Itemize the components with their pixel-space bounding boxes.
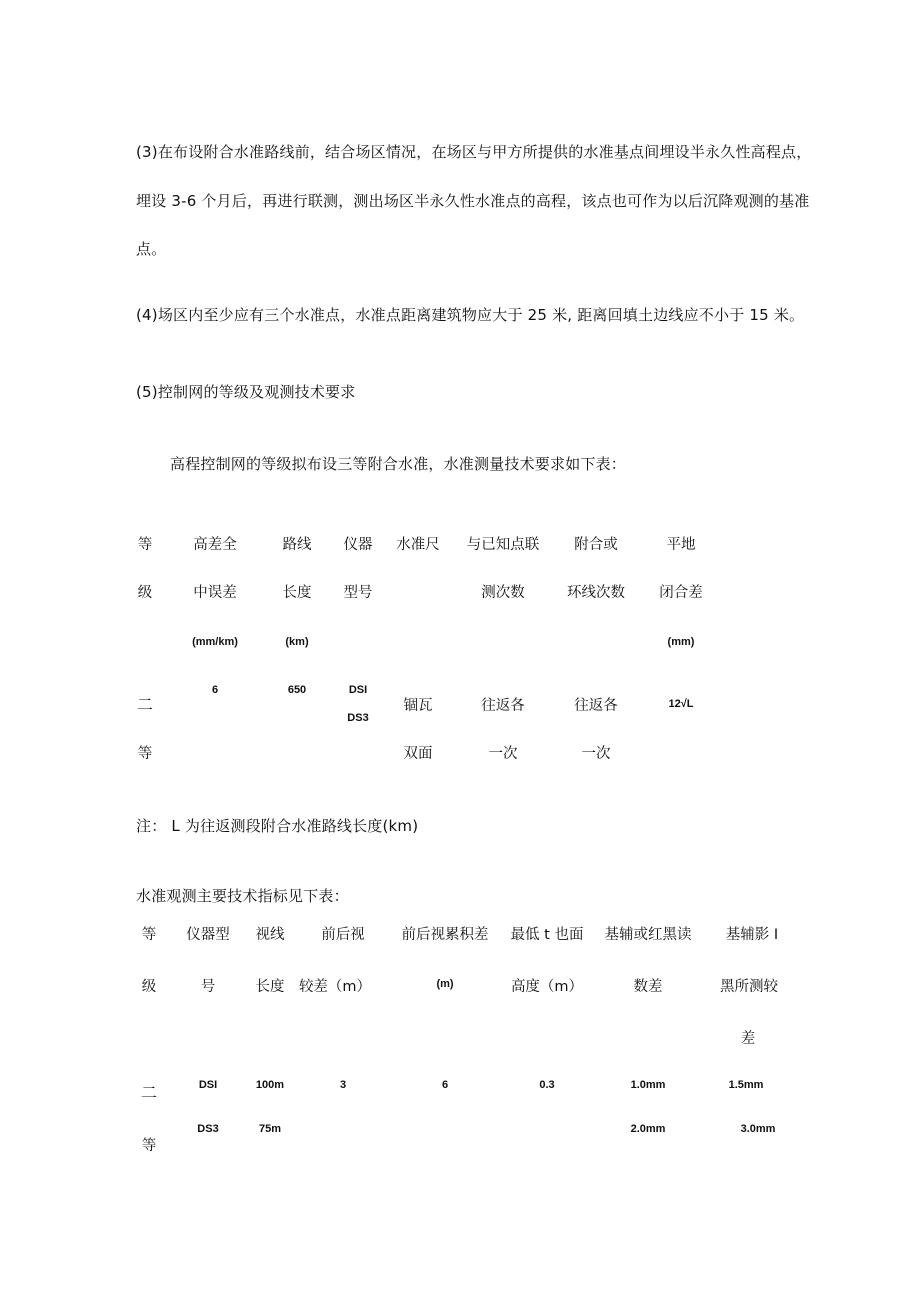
table1-intro: 高程控制网的等级拟布设三等附合水准，水准测量技术要求如下表： xyxy=(170,455,627,473)
t1-header-length-1: 路线 xyxy=(282,537,312,553)
table1-note: 注： L 为往返测段附合水准路线长度(km) xyxy=(136,817,419,835)
t2-header-sight-2: 长度 xyxy=(255,979,285,995)
t1-header-closure-2: 闭合差 xyxy=(659,585,703,601)
paragraph-5-heading: (5)控制网的等级及观测技术要求 xyxy=(136,383,356,401)
t2-row-sight-diff: 3 xyxy=(339,1079,347,1091)
t2-header-diff-2: 较差（m） xyxy=(298,979,372,995)
paragraph-4: (4)场区内至少应有三个水准点，水准点距离建筑物应大于 25 米, 距离回填土边线应不小于 15 米。 xyxy=(136,306,805,324)
t1-header-error-unit: (mm/km) xyxy=(192,636,238,648)
t1-row-known-2: 一次 xyxy=(488,746,518,762)
t1-row-loop-2: 一次 xyxy=(581,746,611,762)
t1-row-grade-2: 等 xyxy=(137,746,153,762)
t1-row-staff-2: 双面 xyxy=(403,746,433,762)
t2-header-measure-1: 基辅影 I xyxy=(725,927,779,943)
paragraph-3-line-3: 点。 xyxy=(136,240,167,258)
t2-row-measure-2: 3.0mm xyxy=(740,1123,776,1135)
t2-header-readdiff-1: 基辅或红黑读 xyxy=(604,927,692,943)
t1-header-length-2: 长度 xyxy=(282,585,312,601)
t1-header-staff: 水准尺 xyxy=(396,537,440,553)
t2-row-instrument-2: DS3 xyxy=(197,1123,219,1135)
t1-header-error-2: 中误差 xyxy=(193,585,237,601)
t2-header-diff-1: 前后视 xyxy=(321,927,365,943)
t1-header-error-1: 高差全 xyxy=(193,537,237,553)
t2-header-grade-2: 级 xyxy=(141,979,157,995)
table2-intro: 水准观测主要技术指标见下表： xyxy=(136,887,349,905)
t2-row-grade-2: 等 xyxy=(141,1138,157,1154)
t2-row-readdiff-2: 2.0mm xyxy=(630,1123,666,1135)
t1-header-length-unit: (km) xyxy=(285,636,309,648)
t1-row-instrument-2: DS3 xyxy=(347,712,369,724)
t1-header-closure-unit: (mm) xyxy=(667,636,695,648)
t1-row-closure: 12√L xyxy=(668,698,694,710)
t1-row-length: 650 xyxy=(287,684,307,696)
t2-row-instrument-1: DSI xyxy=(198,1079,218,1091)
t2-header-measure-3: 差 xyxy=(740,1031,756,1047)
t1-row-error: 6 xyxy=(211,684,219,696)
t2-row-sight-2: 75m xyxy=(258,1123,282,1135)
t2-row-cumulative: 6 xyxy=(441,1079,449,1091)
t1-row-instrument-1: DSI xyxy=(348,684,368,696)
t2-row-grade-1: 二 xyxy=(140,1083,158,1102)
paragraph-3-line-1: (3)在布设附合水准路线前，结合场区情况，在场区与甲方所提供的水准基点间埋设半永久性高程点， xyxy=(136,143,812,161)
t1-header-loop-2: 环线次数 xyxy=(567,585,625,601)
t1-header-closure-1: 平地 xyxy=(666,537,696,553)
t2-header-height-1: 最低 t 也面 xyxy=(510,927,584,943)
t2-header-instrument-2: 号 xyxy=(200,979,216,995)
t1-header-instrument-1: 仪器 xyxy=(343,537,373,553)
t1-row-known-1: 往返各 xyxy=(481,698,525,714)
t2-row-sight-1: 100m xyxy=(255,1079,285,1091)
t2-header-readdiff-2: 数差 xyxy=(633,979,663,995)
t1-row-staff-1: 锢瓦 xyxy=(403,698,433,714)
t2-row-min-height: 0.3 xyxy=(539,1079,555,1091)
t2-header-grade-1: 等 xyxy=(141,927,157,943)
t1-header-grade-2: 级 xyxy=(137,585,153,601)
t2-header-sight-1: 视线 xyxy=(255,927,285,943)
t2-row-measure-1: 1.5mm xyxy=(728,1079,764,1091)
t1-row-grade-1: 二 xyxy=(136,695,154,714)
t2-header-instrument-1: 仪器型 xyxy=(186,927,230,943)
t2-header-cumulative-1: 前后视累积差 xyxy=(401,927,489,943)
t1-header-known-1: 与已知点联 xyxy=(466,537,540,553)
paragraph-3-line-2: 埋设 3-6 个月后，再进行联测，测出场区半永久性水准点的高程，该点也可作为以后沉降观测的基准 xyxy=(136,192,810,210)
t2-header-cumulative-2: (m) xyxy=(436,978,454,990)
t1-header-loop-1: 附合或 xyxy=(574,537,618,553)
t2-row-readdiff-1: 1.0mm xyxy=(630,1079,666,1091)
t2-header-height-2: 高度（m） xyxy=(510,979,584,995)
t1-header-grade-1: 等 xyxy=(137,537,153,553)
t1-header-instrument-2: 型号 xyxy=(343,585,373,601)
t2-header-measure-2: 黑所测较 xyxy=(720,979,778,995)
t1-header-known-2: 测次数 xyxy=(481,585,525,601)
t1-row-loop-1: 往返各 xyxy=(574,698,618,714)
